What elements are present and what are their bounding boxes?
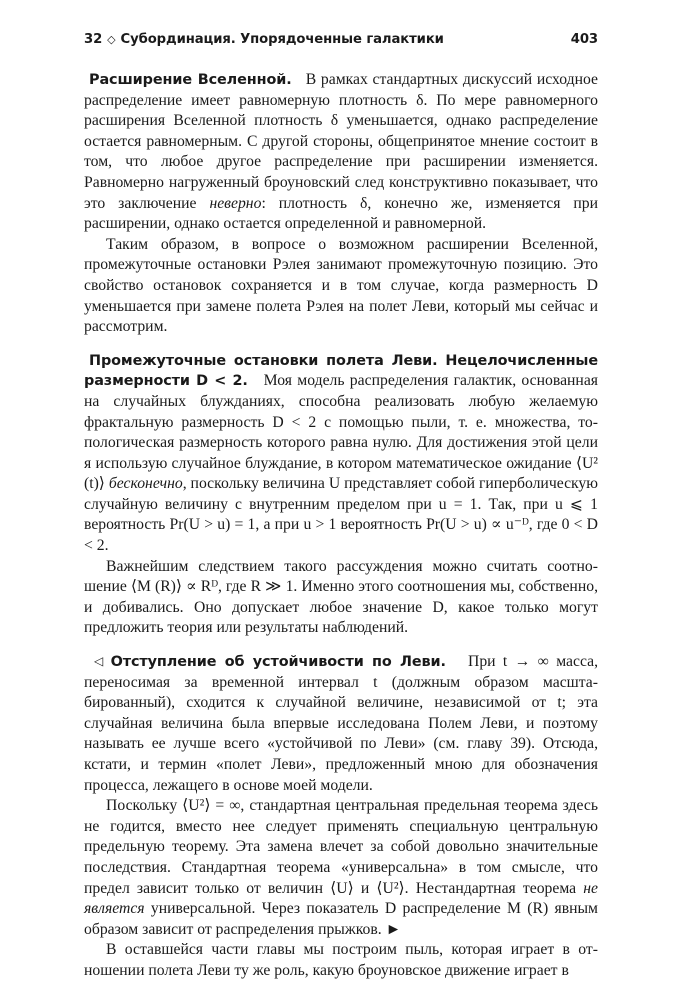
chapter-title: Субординация. Упорядоченные галактики — [120, 32, 444, 47]
paragraph-text: , поскольку величина U представляет собой гиперболическую случайную величину с внутренним пределом при u = 1. Так, при u ⩽ 1 вероятность Pr(U > u) = 1, а при u > 1 вероятность Pr(U > u) ∝ u⁻ᴰ, где 0 < D < 2. — [84, 475, 598, 555]
paragraph-text: При t → ∞ масса, переносимая за временной интервал t (должным образом масштабированный), сходится к случайной величине, независимой от t; эта случайная величина была впервые исследована Полем Леви, и поэтому называть ее лучше всего «устойчивой по Леви» (см. главу 39). Отсюда, кстати, и термин «полет Леви», предложенный мною для обозначения процесса, лежащего в основе моей модели. — [84, 653, 598, 794]
paragraph-rayleigh-stops — [84, 235, 598, 338]
paragraph-text: Поскольку ⟨U²⟩ = ∞, стандартная центральная предельная теорема здесь не годится, вместо нее следует применять специальную центральную предельную теорему. Эта замена влечет за собой довольно значительные последствия. Стандартная теорема «универсальна» в том смысле, что предел зависит только от величин ⟨U⟩ и ⟨U²⟩. Нестандартная теорема — [84, 797, 598, 897]
paragraph-text: : плотность δ, конечно же, изменяется при расширении, однако остается определенной и равномерной. — [84, 194, 598, 233]
paragraph-expansion — [84, 70, 598, 235]
paragraph-central-limit — [84, 796, 598, 940]
paragraph-consequence — [84, 557, 598, 639]
diamond-icon: ◇ — [107, 33, 116, 46]
running-head-left — [84, 32, 444, 47]
page-number: 403 — [570, 32, 598, 47]
paragraph-text: В оставшейся части главы мы построим пыль, которая играет в отношении полета Леви ту же роль, какую броуновское движение играет в — [84, 941, 598, 979]
section-heading-levy-stability: Отступление об устойчивости по Леви. — [110, 654, 446, 671]
paragraph-text: Моя модель распределения галактик, основанная на случайных блужданиях, способна реализовать любую желаемую фрактальную размерность D < 2 с помощью пыли, т. е. множества, топологическая размерность которого равна нулю. Для достижения этой цели я использую случайное блуждание, в котором математическое ожидание ⟨U² (t)⟩ — [84, 372, 598, 493]
paragraph-levy-stability — [84, 652, 598, 796]
body-text — [84, 70, 598, 982]
paragraph-text: Важнейшим следствием такого рассуждения можно считать соотношение ⟨M (R)⟩ ∝ Rᴰ, где R ≫ 1. Именно этого соотношения мы, собственно, и добивались. Оно допускает любое значение D, какое только могут предложить теория или результаты наблюдений. — [84, 557, 598, 637]
right-triangle-icon: ► — [385, 920, 402, 938]
emphasis-text: неверно — [209, 194, 262, 212]
emphasis-text: не является — [84, 879, 598, 918]
chapter-number: 32 — [84, 32, 103, 47]
paragraph-remaining — [84, 940, 598, 981]
emphasis-text: бесконечно — [108, 475, 183, 493]
paragraph-levy-stops — [84, 351, 598, 557]
paragraph-text: универсальной. Через показатель D распределение M (R) явным образом зависит от распределения прыжков. — [84, 900, 598, 938]
left-triangle-icon: ◁ — [94, 654, 104, 669]
book-page — [84, 30, 598, 982]
paragraph-text: В рамках стандартных дискуссий исходное распределение имеет равномерную плотность δ. По мере равномерного расширения Вселенной плотность δ уменьшается, однако распределение остается равномерным. С другой стороны, общепринятое мнение состоит в том, что любое другое распределение при расширении изменяется. Равномерно нагруженный броуновский след конструктивно показывает, что это заключение — [84, 71, 599, 212]
running-head — [84, 32, 598, 47]
paragraph-text: Таким образом, в вопросе о возможном расширении Вселенной, промежуточные остановки Рэлея занимают промежуточную позицию. Это свойство остановок сохраняется и в том случае, когда размерность D уменьшается при замене полета Рэлея на полет Леви, который мы сейчас и рассмотрим. — [84, 235, 598, 336]
section-heading-levy-stops: Промежуточные остановки полета Леви. Нецелочисленные размерности D < 2. — [84, 352, 598, 390]
section-heading-expansion: Расширение Вселенной. — [89, 72, 292, 88]
